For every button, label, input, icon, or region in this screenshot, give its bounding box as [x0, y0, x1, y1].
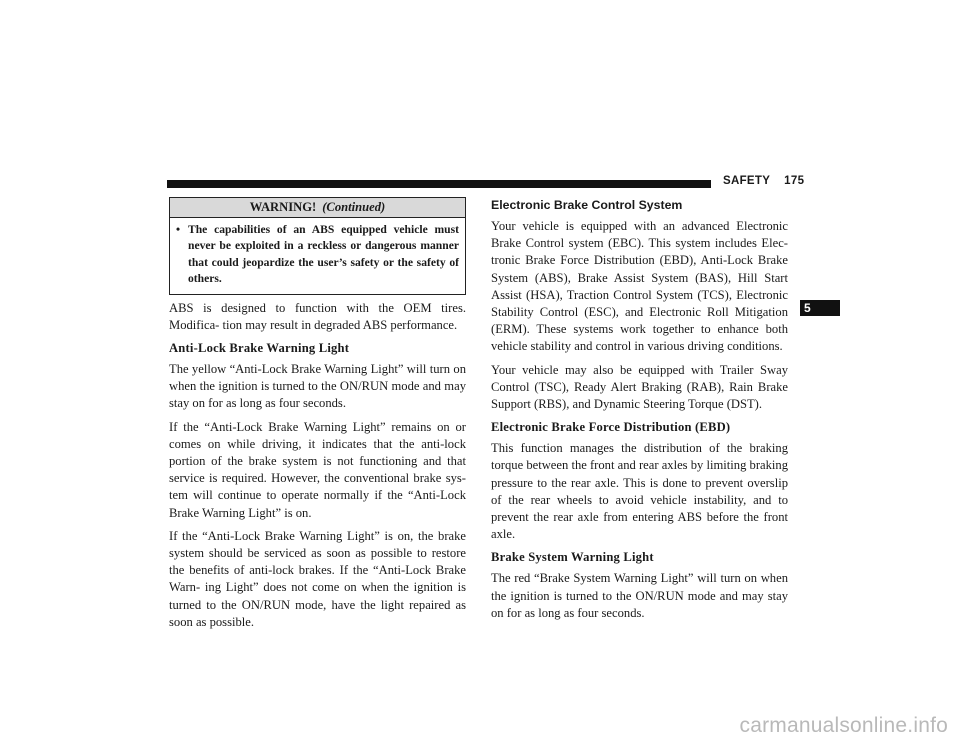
- abs-oem-tires-paragraph: ABS is designed to function with the OEM tires. Modifica- tion may result in degraded ABS performance.: [169, 300, 466, 332]
- additional-systems-paragraph: Your vehicle may also be equipped with Trailer Sway Control (TSC), Ready Alert Braking (RAB), Rain Brake Support (RBS), and Dynamic Steering Torque (DST).: [491, 362, 788, 412]
- running-header: [723, 175, 804, 187]
- warning-box: [169, 197, 466, 295]
- ebd-heading: Electronic Brake Force Distribution (EBD): [491, 420, 731, 435]
- anti-lock-warning-heading: Anti-Lock Brake Warning Light: [169, 341, 350, 356]
- ebc-section-title: Electronic Brake Control System: [491, 198, 683, 212]
- bullet-icon: •: [176, 223, 181, 236]
- page-number: 175: [784, 175, 805, 187]
- warning-header: [170, 198, 465, 218]
- brake-warning-paragraph: The red “Brake System Warning Light” will turn on when the ignition is turned to the ON/RUN mode and may stay on for as long as four seconds.: [491, 571, 788, 620]
- chapter-tab: 5: [800, 300, 840, 316]
- warning-text: The capabilities of an ABS equipped vehicle must never be exploited in a reckless or dangerous manner that could jeopardize the user’s safety or the safety of others.: [188, 223, 459, 286]
- light-remains-on-paragraph: If the “Anti-Lock Brake Warning Light” remains on or comes on while driving, it indicates that the anti-lock portion of the brake system is not functioning and that service is required. However, the conventional brake sys- tem will continue to operate normally if the “Anti-Lock Brake Warning Light” is on.: [169, 419, 466, 520]
- warning-title: WARNING!: [249, 200, 317, 214]
- left-column: [169, 197, 466, 637]
- ebd-paragraph: This function manages the distribution of the braking torque between the front and rear axles by limiting braking pressure to the rear axle. This is done to prevent overslip of the rear wheels to avoid vehicle instability, and to prevent the rear axle from entering ABS before the front axle.: [491, 441, 788, 542]
- yellow-light-paragraph: The yellow “Anti-Lock Brake Warning Light” will turn on when the ignition is turned to the ON/RUN mode and may stay on for as long as four seconds.: [169, 362, 466, 411]
- right-column: [491, 197, 788, 628]
- brake-warning-heading: Brake System Warning Light: [491, 550, 654, 565]
- warning-body: [170, 218, 465, 294]
- section-name: SAFETY: [723, 175, 771, 187]
- watermark: carmanualsonline.info: [739, 714, 948, 737]
- header-rule: [167, 180, 711, 188]
- warning-continued: (Continued): [322, 200, 386, 214]
- service-paragraph: If the “Anti-Lock Brake Warning Light” is on, the brake system should be serviced as soon as possible to restore the benefits of anti-lock brakes. If the “Anti-Lock Brake Warn- ing Light” does not come on when the ignition is turned to the ON/RUN mode, have the light repaired as soon as possible.: [169, 528, 466, 629]
- ebc-paragraph: Your vehicle is equipped with an advanced Electronic Brake Control system (EBC). This system includes Elec- tronic Brake Force Distribution (EBD), Anti-Lock Brake System (ABS), Brake Assist System (BAS), Hill Start Assist (HSA), Traction Control System (TCS), Electronic Stability Control (ESC), and Electronic Roll Mitigation (ERM). These systems work together to enhance both vehicle stability and control in various driving conditions.: [491, 219, 788, 354]
